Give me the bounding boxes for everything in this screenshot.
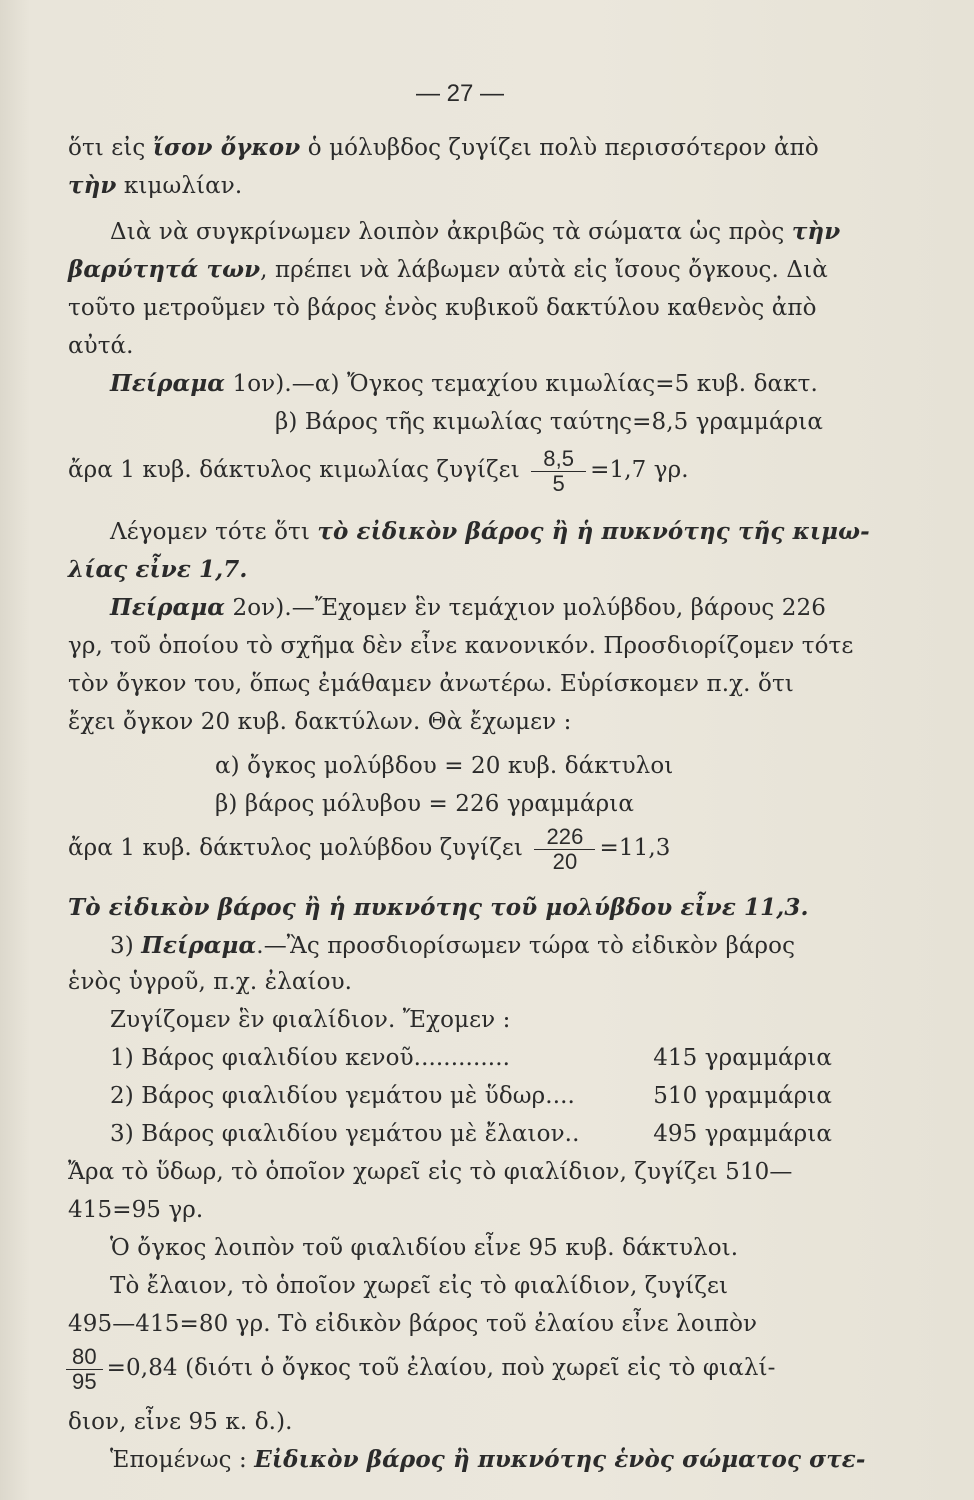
fraction-numerator: 226	[534, 826, 595, 850]
line-1-content	[68, 128, 819, 168]
text-line-23	[110, 1038, 832, 1078]
text-span: =11,3	[599, 835, 671, 861]
text-line-7	[110, 364, 868, 404]
text-line-5: τοῦτο μετροῦμεν τὸ βάρος ἑνὸς κυβικοῦ δακτύλου καθενὸς ἀπὸ	[68, 295, 817, 321]
text-line-11: λίας εἶνε 1,7.	[68, 556, 248, 583]
text-line-17: β) βάρος μόλυβου = 226 γραμμάρια	[215, 791, 635, 817]
list-value: 415 γραμμάρια	[653, 1045, 832, 1071]
experiment-label: Πείραμα	[110, 370, 226, 397]
text-line-28: Ὁ ὄγκος λοιπὸν τοῦ φιαλιδίου εἶνε 95 κυβ. δάκτυλοι.	[110, 1235, 739, 1261]
text-span: =1,7 γρ.	[590, 457, 689, 483]
list-value: 510 γραμμάρια	[653, 1083, 832, 1109]
text-line-8: β) Βάρος τῆς κιμωλίας ταύτης=8,5 γραμμάρια	[275, 409, 823, 435]
emphasis-text: τὴν	[791, 218, 841, 245]
text-line-30: 495—415=80 γρ. Τὸ εἰδικὸν βάρος τοῦ ἐλαίου εἶνε λοιπὸν	[68, 1311, 758, 1337]
text-span: 1ον).—α) Ὄγκος τεμαχίου κιμωλίας=5 κυβ. δακτ.	[225, 371, 818, 397]
text-line-14: τὸν ὄγκον του, ὅπως ἐμάθαμεν ἀνωτέρω. Εὑρίσκομεν π.χ. ὅτι	[68, 671, 794, 697]
text-span: =0,84 (διότι ὁ ὄγκος τοῦ ἐλαίου, ποὺ χωρεῖ εἰς τὸ φιαλί-	[106, 1355, 776, 1381]
fraction-denominator: 95	[72, 1368, 97, 1394]
text-line-18	[68, 820, 868, 876]
list-row	[110, 1076, 832, 1116]
page-number: — 27 —	[415, 80, 505, 107]
emphasis-text: Εἰδικὸν βάρος ἢ πυκνότης ἑνὸς σώματος στε-	[254, 1446, 866, 1473]
emphasis-text: τὸ εἰδικὸν βάρος ἢ ἡ πυκνότης τῆς κιμω-	[317, 518, 870, 545]
text-line-21: ἑνὸς ὑγροῦ, π.χ. ἐλαίου.	[68, 969, 353, 995]
fraction	[531, 445, 586, 496]
text-line-2	[68, 166, 868, 206]
list-value: 495 γραμμάρια	[653, 1121, 832, 1147]
text-line-13: γρ, τοῦ ὁποίου τὸ σχῆμα δὲν εἶνε κανονικόν. Προσδιορίζομεν τότε	[68, 633, 854, 659]
text-span: κιμωλίαν.	[116, 173, 243, 199]
fraction	[66, 1343, 103, 1394]
list-label: 1) Βάρος φιαλιδίου κενοῦ.............	[110, 1045, 511, 1071]
text-span: ἄρα 1 κυβ. δάκτυλος μολύβδου ζυγίζει	[68, 835, 524, 861]
text-span: 2ον).—Ἔχομεν ἓν τεμάχιον μολύβδου, βάρους 226	[225, 595, 826, 621]
experiment-label: Πείραμα	[141, 932, 257, 959]
text-line-32: διον, εἶνε 95 κ. δ.).	[68, 1409, 293, 1435]
text-line-1	[68, 128, 868, 168]
fraction-denominator: 20	[552, 848, 578, 874]
list-row	[110, 1038, 832, 1078]
fraction-denominator: 5	[552, 470, 565, 496]
emphasis-text: ἴσον ὄγκον	[152, 134, 301, 161]
list-label: 2) Βάρος φιαλιδίου γεμάτου μὲ ὕδωρ....	[110, 1083, 575, 1109]
emphasis-text: βαρύτητά των	[68, 256, 261, 283]
list-row	[110, 1114, 832, 1154]
text-line-26: Ἄρα τὸ ὕδωρ, τὸ ὁποῖον χωρεῖ εἰς τὸ φιαλίδιον, ζυγίζει 510—	[68, 1159, 793, 1185]
text-line-10	[110, 512, 868, 552]
text-line-24	[110, 1076, 832, 1116]
experiment-label: Πείραμα	[110, 594, 226, 621]
text-span: , πρέπει νὰ λάβωμεν αὐτὰ εἰς ἴσους ὄγκους. Διὰ	[260, 257, 828, 283]
text-line-16: α) ὄγκος μολύβδου = 20 κυβ. δάκτυλοι	[215, 753, 674, 779]
fraction	[534, 823, 595, 874]
text-span: 3)	[110, 933, 142, 959]
text-line-29: Τὸ ἔλαιον, τὸ ὁποῖον χωρεῖ εἰς τὸ φιαλίδιον, ζυγίζει	[110, 1273, 729, 1299]
list-label: 3) Βάρος φιαλιδίου γεμάτου μὲ ἔλαιον..	[110, 1121, 580, 1147]
text-span: Διὰ νὰ συγκρίνωμεν λοιπὸν ἀκριβῶς τὰ σώματα ὡς πρὸς	[110, 219, 792, 245]
text-line-6: αὐτά.	[68, 333, 134, 359]
text-line-15: ἔχει ὄγκον 20 κυβ. δακτύλων. Θὰ ἔχωμεν :	[68, 709, 572, 735]
text-span: Ἑπομένως :	[110, 1447, 255, 1473]
text-line-12	[110, 588, 868, 628]
text-line-3	[110, 212, 868, 252]
text-line-4	[68, 250, 868, 290]
text-line-22: Ζυγίζομεν ἓν φιαλίδιον. Ἔχομεν :	[110, 1007, 511, 1033]
emphasis-text: τὴν	[68, 172, 117, 199]
text-span: ὅτι εἰς	[68, 135, 153, 161]
text-span: .—Ἂς προσδιορίσωμεν τώρα τὸ εἰδικὸν βάρος	[256, 933, 796, 959]
text-line-9	[68, 442, 868, 498]
text-line-19: Τὸ εἰδικὸν βάρος ἢ ἡ πυκνότης τοῦ μολύβδου εἶνε 11,3.	[68, 894, 809, 921]
text-span: Λέγομεν τότε ὅτι	[110, 519, 318, 545]
text-span: ἄρα 1 κυβ. δάκτυλος κιμωλίας ζυγίζει	[68, 457, 520, 483]
text-line-31	[62, 1338, 862, 1398]
text-line-25	[110, 1114, 832, 1154]
text-line-27: 415=95 γρ.	[68, 1197, 204, 1223]
text-line-33	[110, 1440, 868, 1480]
fraction-numerator: 80	[66, 1346, 103, 1370]
text-line-20	[110, 926, 868, 966]
fraction-numerator: 8,5	[531, 448, 586, 472]
text-span: ὁ μόλυβδος ζυγίζει πολὺ περισσότερον ἀπὸ	[300, 135, 819, 161]
